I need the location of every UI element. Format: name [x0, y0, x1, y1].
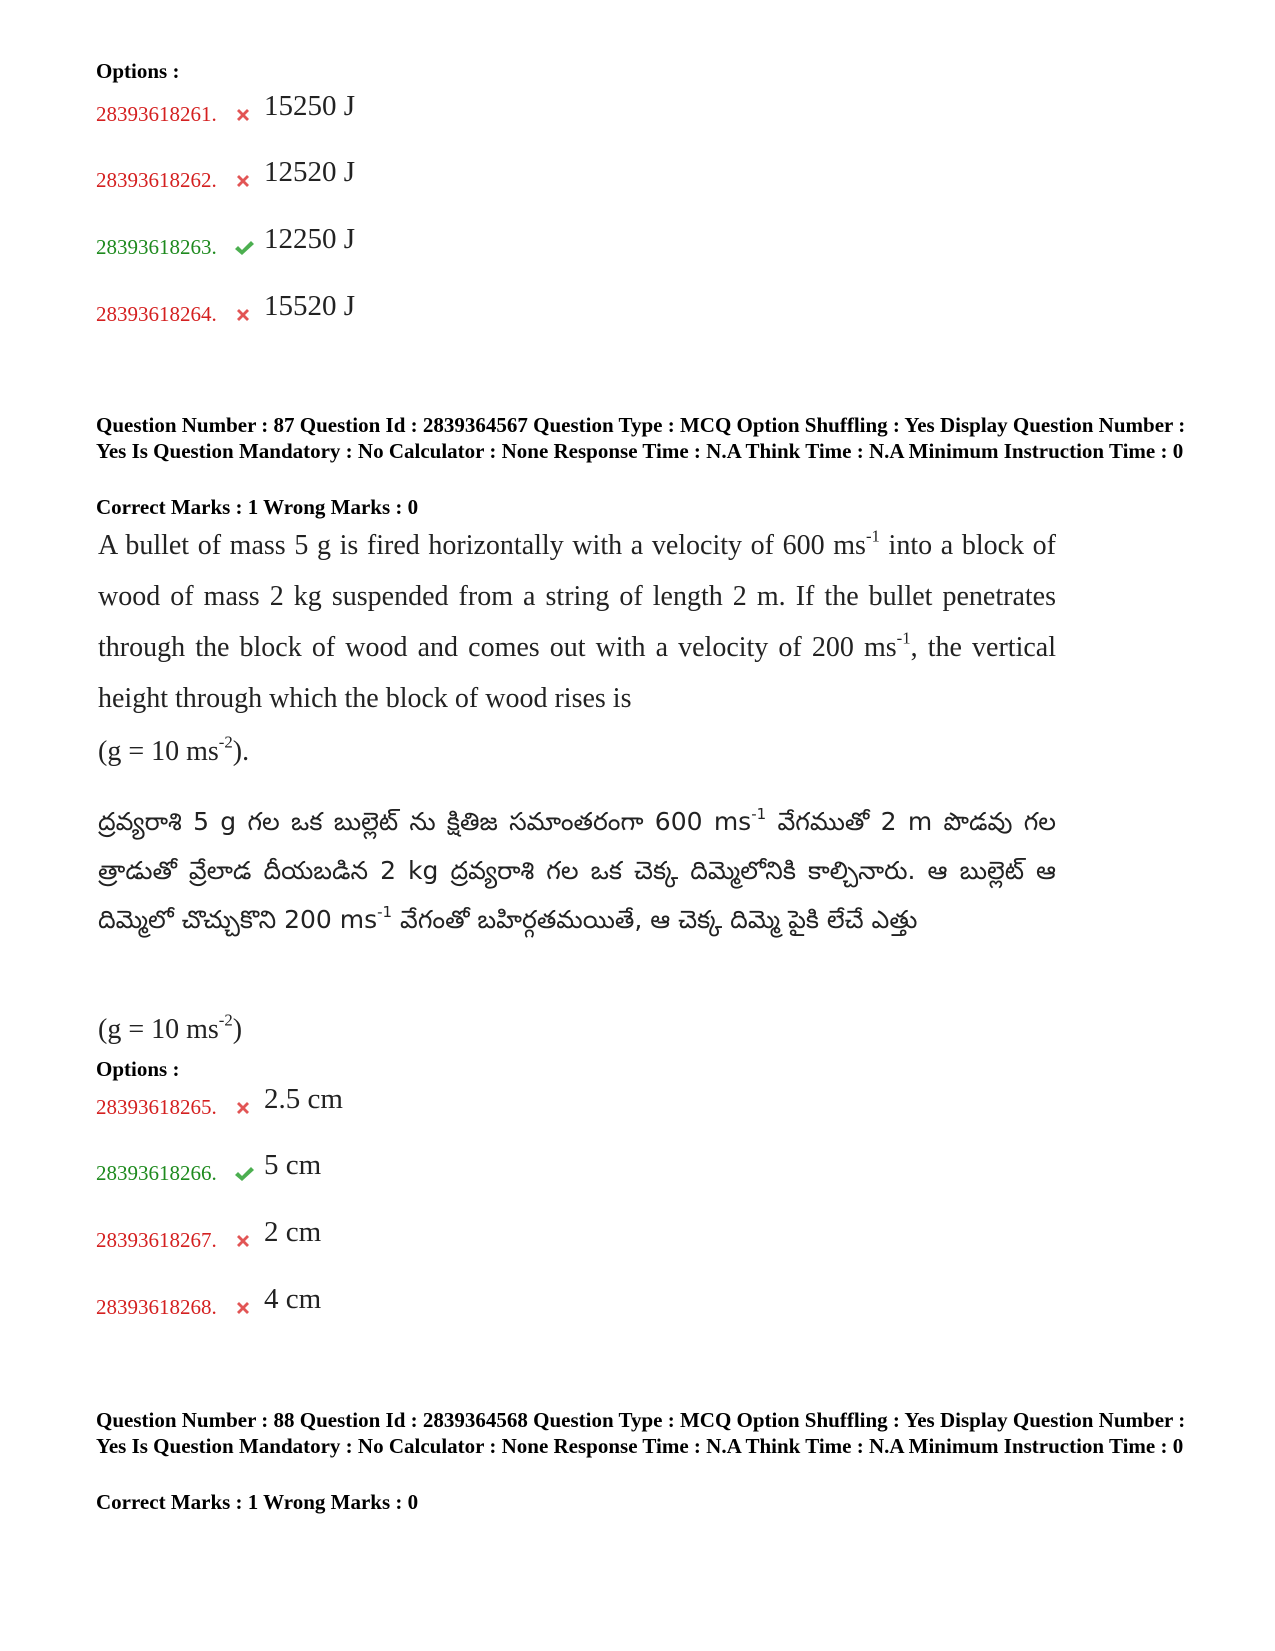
- marks-line: Correct Marks : 1 Wrong Marks : 0: [96, 1490, 419, 1514]
- cross-icon: [234, 1299, 252, 1317]
- option-id: 28393618263.: [96, 235, 217, 259]
- cross-icon: [234, 306, 252, 324]
- option-id: 28393618266.: [96, 1161, 217, 1185]
- option-id: 28393618268.: [96, 1295, 217, 1319]
- question-meta: Question Number : 88 Question Id : 2839364568 Question Type : MCQ Option Shuffling : Yes Display Question Number : Yes Is Question Mandatory : No Calculator : None Response Time : N.A Think Time : N.A Minimum Instruction Time : 0: [96, 1408, 1186, 1458]
- marks-line: Correct Marks : 1 Wrong Marks : 0: [96, 495, 419, 519]
- option-text: 12520 J: [264, 156, 356, 188]
- option-text: 12250 J: [264, 223, 356, 255]
- option-id: 28393618267.: [96, 1228, 217, 1252]
- cross-icon: [234, 1099, 252, 1117]
- option-id: 28393618261.: [96, 102, 217, 126]
- question-text-english: A bullet of mass 5 g is fired horizontally with a velocity of 600 $ms^{-1}$ into a block of wood of mass 2 kg suspended from a string of length 2 m. If the bullet penetrates through the block of wood and comes out with a velocity of 200 $ms^{-1}$, the vertical height through which the block of wood rises is: [98, 526, 1056, 714]
- option-text: 4 cm: [264, 1283, 322, 1315]
- option-text: 2 cm: [264, 1216, 322, 1248]
- option-id: 28393618264.: [96, 302, 217, 326]
- option-text: 15250 J: [264, 90, 356, 122]
- options-label: Options :: [96, 59, 180, 83]
- option-text: 2.5 cm: [264, 1083, 343, 1115]
- gravity-formula: (g = 10 $ms^{-2}$).: [98, 732, 250, 767]
- cross-icon: [234, 1232, 252, 1250]
- option-id: 28393618262.: [96, 168, 217, 192]
- question-meta: Question Number : 87 Question Id : 2839364567 Question Type : MCQ Option Shuffling : Yes Display Question Number : Yes Is Question Mandatory : No Calculator : None Response Time : N.A Think Time : N.A Minimum Instruction Time : 0: [96, 413, 1186, 463]
- option-text: 5 cm: [264, 1149, 322, 1181]
- cross-icon: [234, 106, 252, 124]
- checkmark-icon: [232, 1165, 254, 1183]
- options-label: Options :: [96, 1057, 180, 1081]
- checkmark-icon: [232, 239, 254, 257]
- option-id: 28393618265.: [96, 1095, 217, 1119]
- question-text-telugu: ద్రవ్యరాశి 5 g గల ఒక బుల్లెట్ ను క్షితిజ సమాంతరంగా 600 $ms^{-1}$ వేగముతో 2 m పొడవు గల త్రాడుతో వ్రేలాడ దీయబడిన 2 kg ద్రవ్యరాశి గల ఒక చెక్క దిమ్మెలోనికి కాల్చినారు. ఆ బుల్లెట్ ఆ దిమ్మెలో చొచ్చుకొని 200 $ms^{-1}$ వేగంతో బహిర్గతమయితే, ఆ చెక్క దిమ్మె పైకి లేచే ఎత్తు: [98, 804, 1056, 934]
- cross-icon: [234, 172, 252, 190]
- gravity-formula-telugu: (g = 10 $ms^{-2}$): [98, 1010, 243, 1045]
- option-text: 15520 J: [264, 290, 356, 322]
